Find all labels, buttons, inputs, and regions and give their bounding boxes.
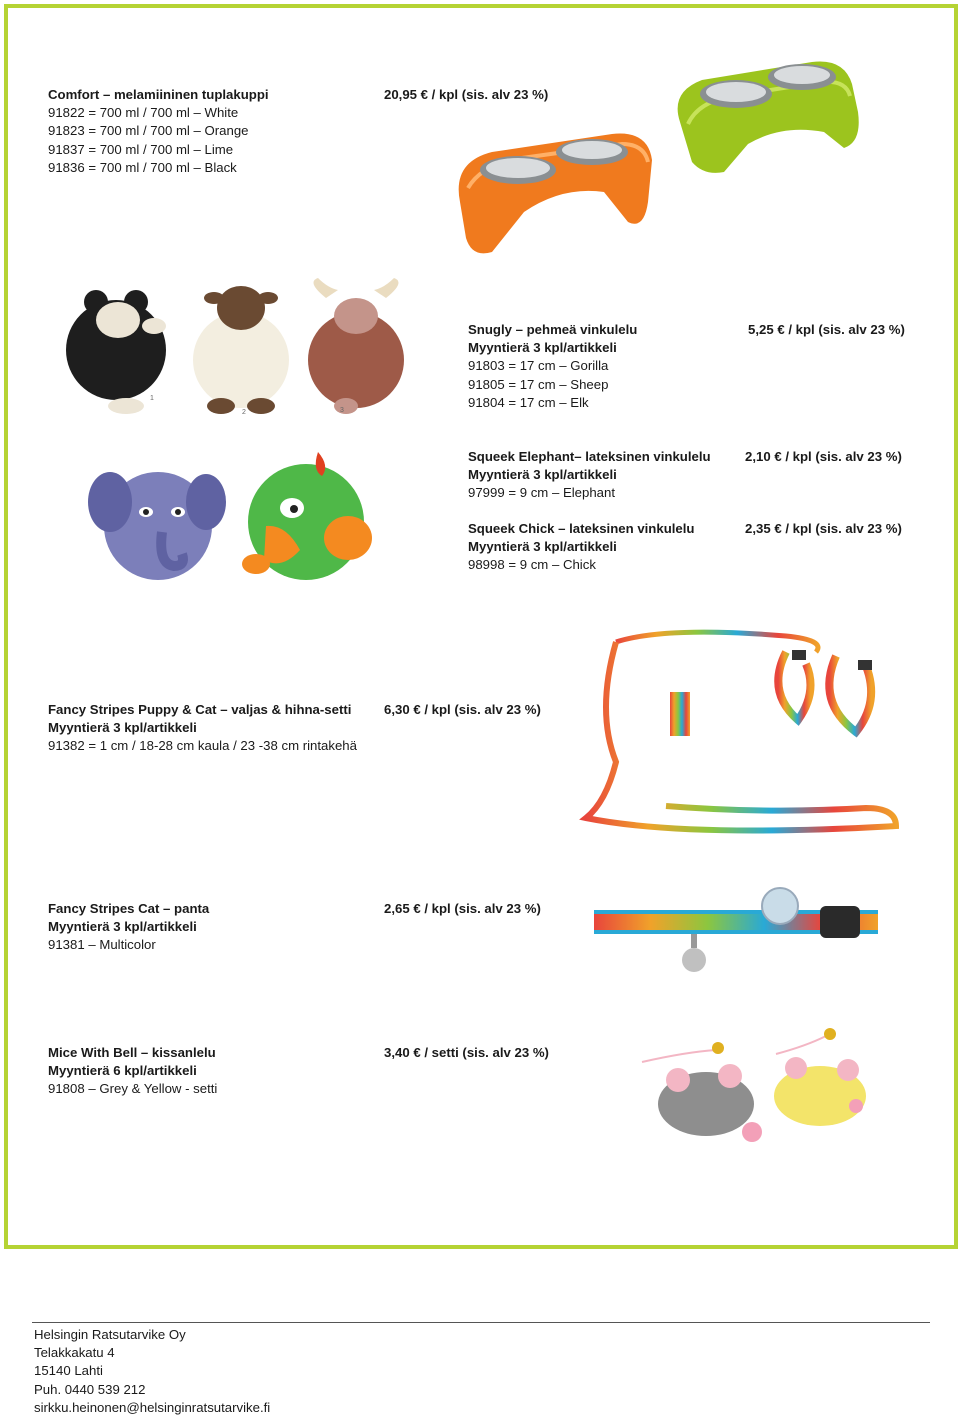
product-price: 2,65 € / kpl (sis. alv 23 %) [384, 901, 541, 916]
batch-size: Myyntierä 3 kpl/artikkeli [48, 919, 197, 935]
product-comfort [48, 86, 269, 177]
company-footer [34, 1326, 270, 1417]
squeek-toys-image [86, 446, 386, 588]
product-price: 5,25 € / kpl (sis. alv 23 %) [748, 322, 905, 337]
company-name: Helsingin Ratsutarvike Oy [34, 1327, 186, 1342]
product-collar [48, 900, 209, 955]
collar-image [588, 878, 888, 978]
snugly-toys-image [56, 278, 416, 420]
product-harness [48, 701, 357, 756]
svg-text:1: 1 [150, 395, 154, 402]
batch-size: Myyntierä 3 kpl/artikkeli [48, 720, 197, 736]
product-mice [48, 1044, 217, 1099]
product-price: 20,95 € / kpl (sis. alv 23 %) [384, 87, 549, 102]
street-address: Telakkakatu 4 [34, 1345, 115, 1361]
postal-city: 15140 Lahti [34, 1363, 103, 1379]
variant-line: 91823 = 700 ml / 700 ml – Orange [48, 123, 249, 139]
batch-size: Myyntierä 6 kpl/artikkeli [48, 1063, 197, 1079]
variant-line: 91803 = 17 cm – Gorilla [468, 358, 609, 374]
product-price: 2,35 € / kpl (sis. alv 23 %) [745, 521, 902, 536]
variant-line: 91808 – Grey & Yellow - setti [48, 1081, 218, 1097]
product-title: Fancy Stripes Cat – panta [48, 901, 210, 916]
product-title: Fancy Stripes Puppy & Cat – valjas & hihna-setti [48, 702, 352, 717]
product-elephant [468, 448, 711, 503]
mice-toys-image [636, 1026, 874, 1154]
variant-line: 91382 = 1 cm / 18-28 cm kaula / 23 -38 cm rintakehä [48, 738, 357, 754]
batch-size: Myyntierä 3 kpl/artikkeli [468, 467, 617, 483]
product-chick [468, 520, 694, 575]
product-price: 3,40 € / setti (sis. alv 23 %) [384, 1045, 549, 1060]
harness-leash-image [566, 612, 912, 852]
batch-size: Myyntierä 3 kpl/artikkeli [468, 539, 617, 555]
variant-line: 97999 = 9 cm – Elephant [468, 485, 616, 501]
batch-size: Myyntierä 3 kpl/artikkeli [468, 340, 617, 356]
product-title: Snugly – pehmeä vinkulelu [468, 322, 638, 337]
variant-line: 91381 – Multicolor [48, 937, 156, 953]
variant-line: 98998 = 9 cm – Chick [468, 557, 596, 573]
product-title: Mice With Bell – kissanlelu [48, 1045, 216, 1060]
svg-text:3: 3 [340, 407, 344, 414]
phone-number: Puh. 0440 539 212 [34, 1381, 146, 1397]
variant-line: 91805 = 17 cm – Sheep [468, 376, 609, 392]
variant-line: 91836 = 700 ml / 700 ml – Black [48, 159, 237, 175]
product-title: Comfort – melamiininen tuplakuppi [48, 87, 269, 102]
variant-line: 91822 = 700 ml / 700 ml – White [48, 105, 239, 121]
double-bowl-image [452, 52, 864, 262]
footer-divider [32, 1322, 930, 1323]
product-price: 2,10 € / kpl (sis. alv 23 %) [745, 449, 902, 464]
variant-line: 91837 = 700 ml / 700 ml – Lime [48, 141, 234, 157]
email-link[interactable]: sirkku.heinonen@helsinginratsutarvike.fi [34, 1399, 271, 1415]
product-title: Squeek Chick – lateksinen vinkulelu [468, 521, 695, 536]
variant-line: 91804 = 17 cm – Elk [468, 394, 589, 410]
svg-text:2: 2 [242, 409, 246, 416]
product-snugly [468, 321, 637, 412]
product-title: Squeek Elephant– lateksinen vinkulelu [468, 449, 711, 464]
product-price: 6,30 € / kpl (sis. alv 23 %) [384, 702, 541, 717]
